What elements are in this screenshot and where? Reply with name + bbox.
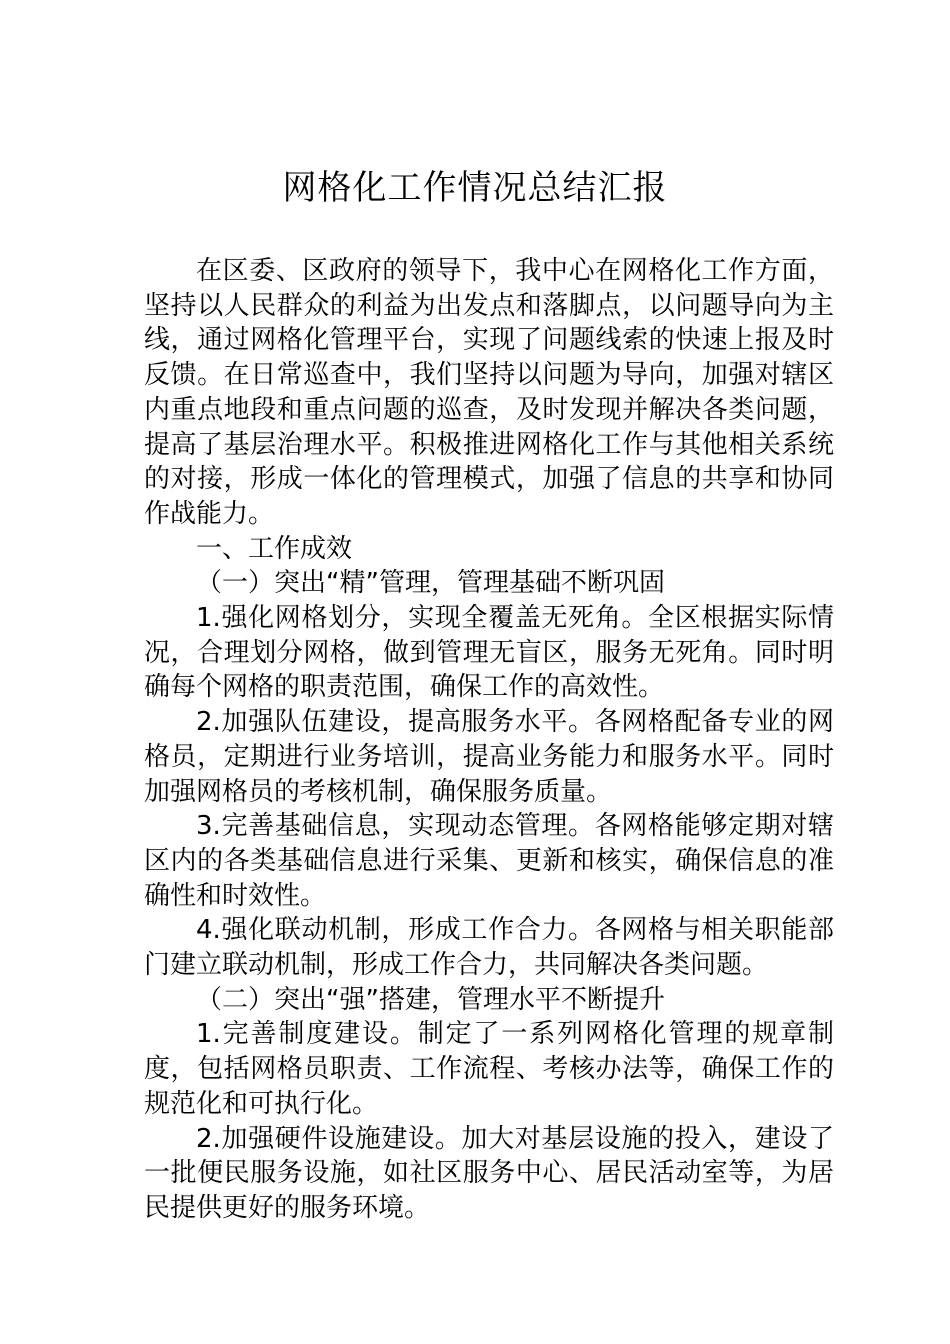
subsection-2-item-1: 1.完善制度建设。制定了一系列网格化管理的规章制度，包括网格员职责、工作流程、考核办法等，确保工作的规范化和可执行化。	[144, 1019, 834, 1119]
subsection-1-item-4: 4.强化联动机制，形成工作合力。各网格与相关职能部门建立联动机制，形成工作合力，共同解决各类问题。	[144, 915, 834, 981]
subsection-1-item-3: 3.完善基础信息，实现动态管理。各网格能够定期对辖区内的各类基础信息进行采集、更新和核实，确保信息的准确性和时效性。	[144, 811, 834, 911]
subsection-heading-1: （一）突出“精”管理，管理基础不断巩固	[196, 568, 665, 599]
document-title: 网格化工作情况总结汇报	[282, 168, 668, 208]
document-body	[144, 254, 834, 1226]
subsection-1-item-1: 1.强化网格划分，实现全覆盖无死角。全区根据实际情况，合理划分网格，做到管理无盲区，服务无死角。同时明确每个网格的职责范围，确保工作的高效性。	[144, 603, 834, 703]
intro-paragraph: 在区委、区政府的领导下，我中心在网格化工作方面，坚持以人民群众的利益为出发点和落脚点，以问题导向为主线，通过网格化管理平台，实现了问题线索的快速上报及时反馈。在日常巡查中，我们坚持以问题为导向，加强对辖区内重点地段和重点问题的巡查，及时发现并解决各类问题，提高了基层治理水平。积极推进网格化工作与其他相关系统的对接，形成一体化的管理模式，加强了信息的共享和协同作战能力。	[144, 256, 834, 529]
subsection-2-item-2: 2.加强硬件设施建设。加大对基层设施的投入，建设了一批便民服务设施，如社区服务中心、居民活动室等，为居民提供更好的服务环境。	[144, 1123, 834, 1223]
section-heading-work-results: 一、工作成效	[196, 533, 353, 564]
subsection-heading-2: （二）突出“强”搭建，管理水平不断提升	[196, 984, 665, 1015]
subsection-1-item-2: 2.加强队伍建设，提高服务水平。各网格配备专业的网格员，定期进行业务培训，提高业务能力和服务水平。同时加强网格员的考核机制，确保服务质量。	[144, 707, 834, 807]
